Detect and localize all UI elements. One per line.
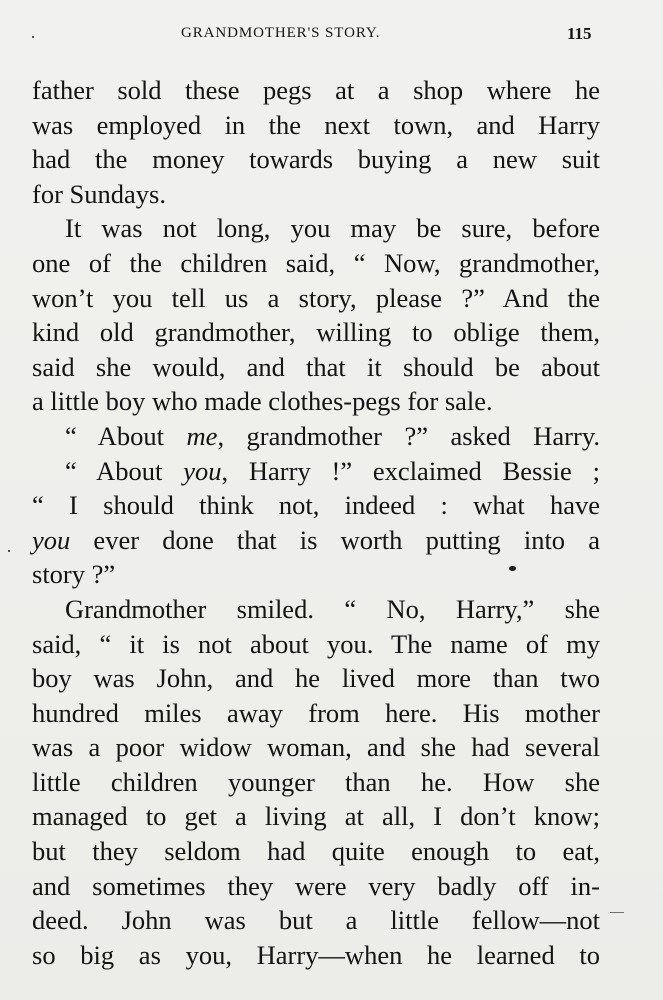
- text-line: had the money towards buying a new suit: [32, 144, 600, 175]
- text-fragment: “ About: [65, 455, 184, 486]
- text-line: one of the children said, “ Now, grandmother,: [32, 247, 600, 278]
- emphasis: you: [183, 455, 222, 486]
- text-line: won’t you tell us a story, please ?” And the: [32, 282, 600, 313]
- text-line: said she would, and that it should be about: [32, 351, 600, 382]
- text-line: kind old grandmother, willing to oblige them,: [32, 317, 600, 348]
- text-line: so big as you, Harry—when he learned to: [32, 939, 600, 970]
- text-line: little children younger than he. How she: [32, 766, 600, 797]
- text-fragment: ever done that is worth putting into a: [70, 524, 600, 555]
- text-line: [32, 454, 600, 489]
- body-text: [32, 73, 600, 972]
- text-fragment: “ About: [65, 420, 187, 451]
- page-number: 115: [567, 24, 592, 43]
- text-line: hundred miles away from here. His mother: [32, 697, 600, 728]
- ink-speck: [509, 566, 516, 571]
- running-title: GRANDMOTHER'S STORY.: [181, 25, 381, 41]
- text-line: deed. John was but a little fellow—not: [32, 905, 600, 936]
- text-line: [32, 419, 600, 454]
- ink-speck: [610, 912, 624, 913]
- text-line: father sold these pegs at a shop where he: [32, 75, 600, 105]
- text-line: Grandmother smiled. “ No, Harry,” she: [65, 593, 600, 624]
- text-line: said, “ it is not about you. The name of my: [32, 628, 600, 659]
- text-fragment: , Harry !” exclaimed Bessie ;: [221, 455, 600, 486]
- text-line: “ I should think not, indeed : what have: [32, 490, 600, 521]
- text-line: was employed in the next town, and Harry: [32, 109, 600, 140]
- text-line: and sometimes they were very badly off in-: [32, 870, 600, 901]
- ink-speck: [32, 36, 34, 38]
- text-line: It was not long, you may be sure, before: [65, 213, 600, 244]
- text-line: story ?”: [32, 559, 116, 590]
- ink-speck: [8, 550, 10, 552]
- text-line: was a poor widow woman, and she had several: [32, 732, 600, 763]
- text-line: boy was John, and he lived more than two: [32, 663, 600, 694]
- emphasis: you: [32, 524, 71, 555]
- text-line: a little boy who made clothes-pegs for sale.: [32, 386, 493, 417]
- text-fragment: , grandmother ?” asked Harry.: [217, 420, 600, 451]
- emphasis: me: [186, 420, 218, 451]
- text-line: for Sundays.: [32, 178, 166, 209]
- text-line: managed to get a living at all, I don’t know;: [32, 801, 600, 832]
- text-line: but they seldom had quite enough to eat,: [32, 836, 600, 867]
- text-line: [32, 523, 600, 558]
